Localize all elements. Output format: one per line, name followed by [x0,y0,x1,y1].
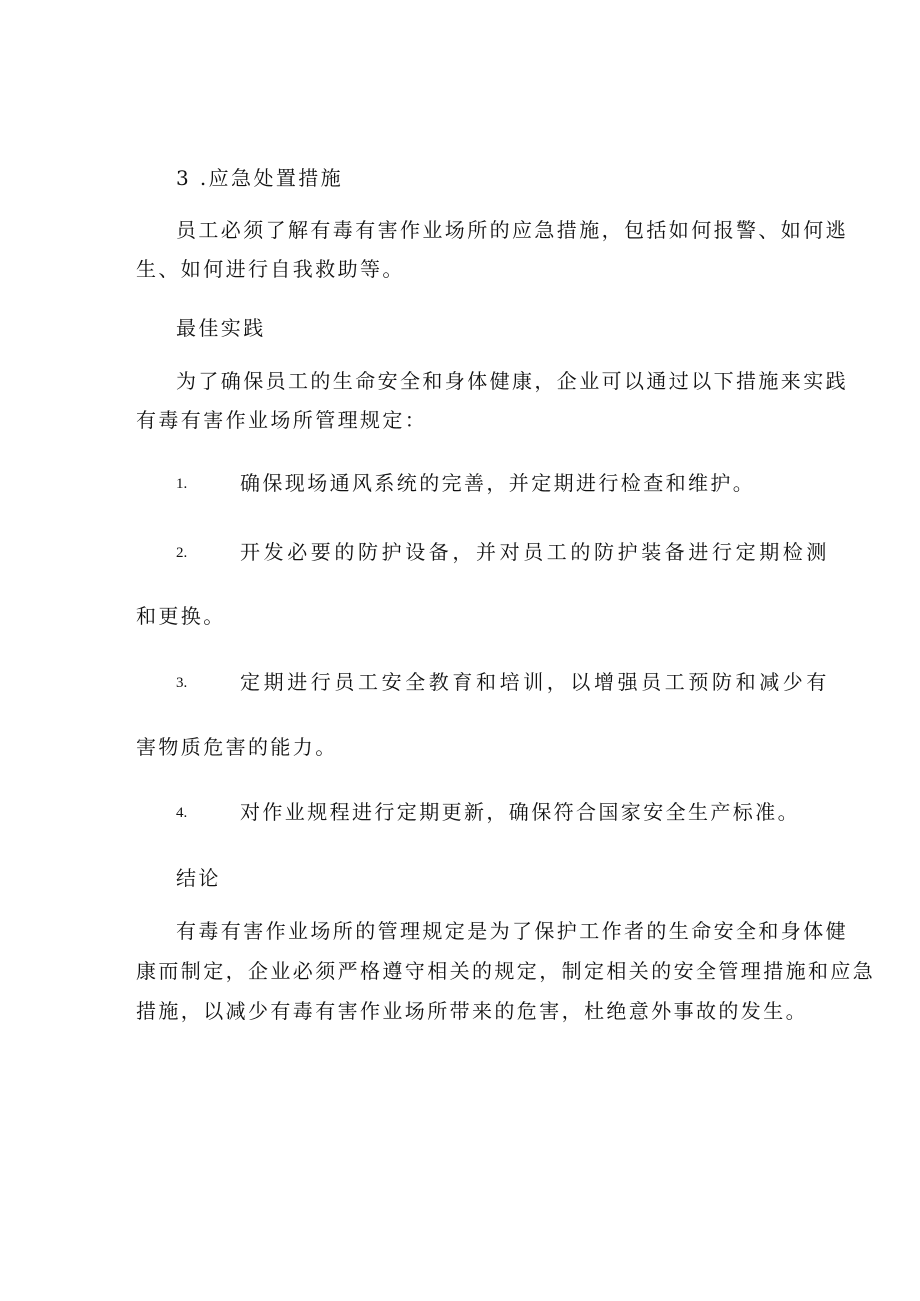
paragraph-line: 康而制定，企业必须严格遵守相关的规定，制定相关的安全管理措施和应急 [136,959,876,983]
list-item-text: 定期进行员工安全教育和培训，以增强员工预防和减少有 [240,670,830,694]
list-item-continuation: 和更换。 [136,604,226,628]
list-item-number: 1. [176,476,188,492]
paragraph-line: 有毒有害作业场所的管理规定是为了保护工作者的生命安全和身体健 [176,919,848,943]
section-heading-emergency: 3 .应急处置措施 [176,166,344,190]
list-item-text: 确保现场通风系统的完善，并定期进行检查和维护。 [240,471,756,495]
list-item-text: 开发必要的防护设备，并对员工的防护装备进行定期检测 [240,540,830,564]
list-item-continuation: 害物质危害的能力。 [136,735,338,759]
section-heading-best-practice: 最佳实践 [176,316,266,340]
list-item-text: 对作业规程进行定期更新，确保符合国家安全生产标准。 [240,800,800,824]
paragraph-line: 措施，以减少有毒有害作业场所带来的危害，杜绝意外事故的发生。 [136,999,808,1023]
list-item-number: 4. [176,805,188,821]
paragraph-line: 员工必须了解有毒有害作业场所的应急措施，包括如何报警、如何逃 [176,218,848,242]
paragraph-line: 有毒有害作业场所管理规定： [136,408,428,432]
paragraph-line: 生、如何进行自我救助等。 [136,257,405,281]
paragraph-line: 为了确保员工的生命安全和身体健康，企业可以通过以下措施来实践 [176,369,848,393]
section-heading-conclusion: 结论 [176,866,221,890]
list-item-number: 3. [176,675,188,691]
list-item-number: 2. [176,545,188,561]
